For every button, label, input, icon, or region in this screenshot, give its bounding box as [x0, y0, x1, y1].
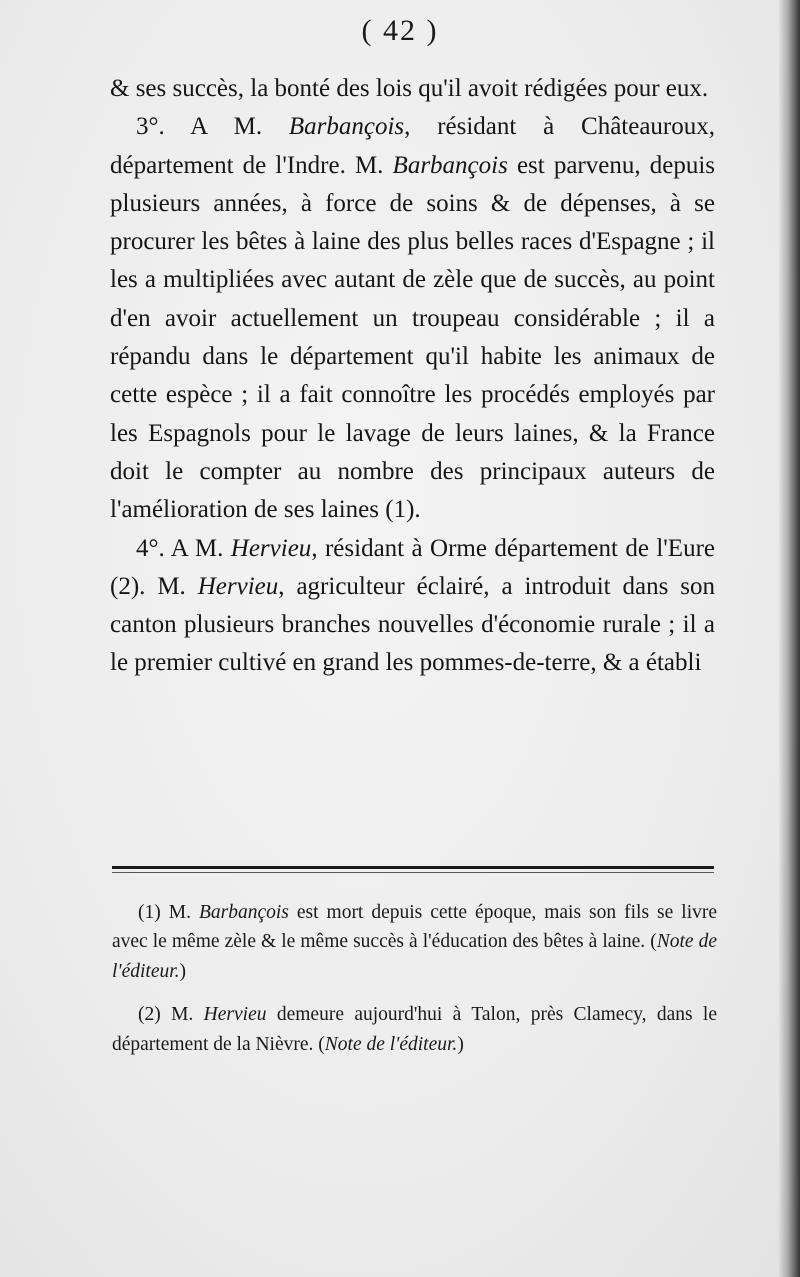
person-name: Barbançois	[198, 902, 289, 923]
page-spine-shadow	[778, 0, 800, 1277]
paragraph-text: , résidant à Orme département de l'Eure (2). M.	[110, 534, 715, 600]
footnote-text: est mort depuis cette époque, mais son fils se livre avec le même zèle & le même succès à l'éducation des bêtes à laine. (	[112, 902, 718, 953]
editor-note-label: Note de l'éditeur.	[324, 1033, 458, 1055]
footnote-marker: (2) M.	[138, 1004, 204, 1026]
paragraph-text: est parvenu, depuis plusieurs années, à force de soins & de dépenses, à se procurer les bêtes à laine des plus belles races d'Espagne ; il les a multipliées avec autant de zèle que de succès, au point d'en avoir actuellement un troupeau considérable ; il a répandu dans le département qu'il habite les animaux de cette espèce ; il a fait connoître les procédés employés par les Espagnols pour le lavage de leurs laines, & la France doit le compter au nombre des principaux auteurs de l'amélioration de ses laines (1).	[110, 151, 715, 524]
person-name: Barbançois	[288, 113, 405, 141]
footnote-1	[112, 898, 717, 986]
footnote-marker: (1) M.	[138, 902, 199, 923]
footnote-text: demeure aujourd'hui à Talon, près Clamecy, dans le département de la Nièvre. (	[112, 1004, 717, 1055]
footnotes-block	[112, 898, 717, 1059]
footnote-close: )	[457, 1033, 464, 1055]
main-text-block	[110, 70, 715, 683]
paragraph-lead: 3°. A M.	[136, 113, 289, 141]
person-name: Hervieu	[197, 572, 279, 600]
continued-paragraph: & ses succès, la bonté des lois qu'il avoit rédigées pour eux.	[110, 75, 709, 102]
person-name: Hervieu	[230, 534, 312, 562]
footnote-rule	[112, 866, 714, 869]
paragraph-text: , agriculteur éclairé, a introduit dans son canton plusieurs branches nouvelles d'économie rurale ; il a le premier cultivé en grand les pommes-de-terre, & a établi	[110, 572, 715, 677]
paragraph-lead: 4°. A M.	[136, 534, 231, 562]
paragraph-text: , résidant à Châteauroux, département de l'Indre. M.	[110, 113, 715, 179]
person-name: Hervieu	[203, 1004, 267, 1026]
editor-note-label: Note de l'éditeur.	[112, 931, 718, 982]
paragraph-barbancois	[110, 108, 715, 529]
person-name: Barbançois	[392, 151, 508, 179]
paragraph-hervieu	[110, 530, 715, 683]
footnote-close: )	[179, 960, 187, 982]
page-number: ( 42 )	[361, 14, 439, 47]
footnote-2	[112, 1000, 717, 1059]
